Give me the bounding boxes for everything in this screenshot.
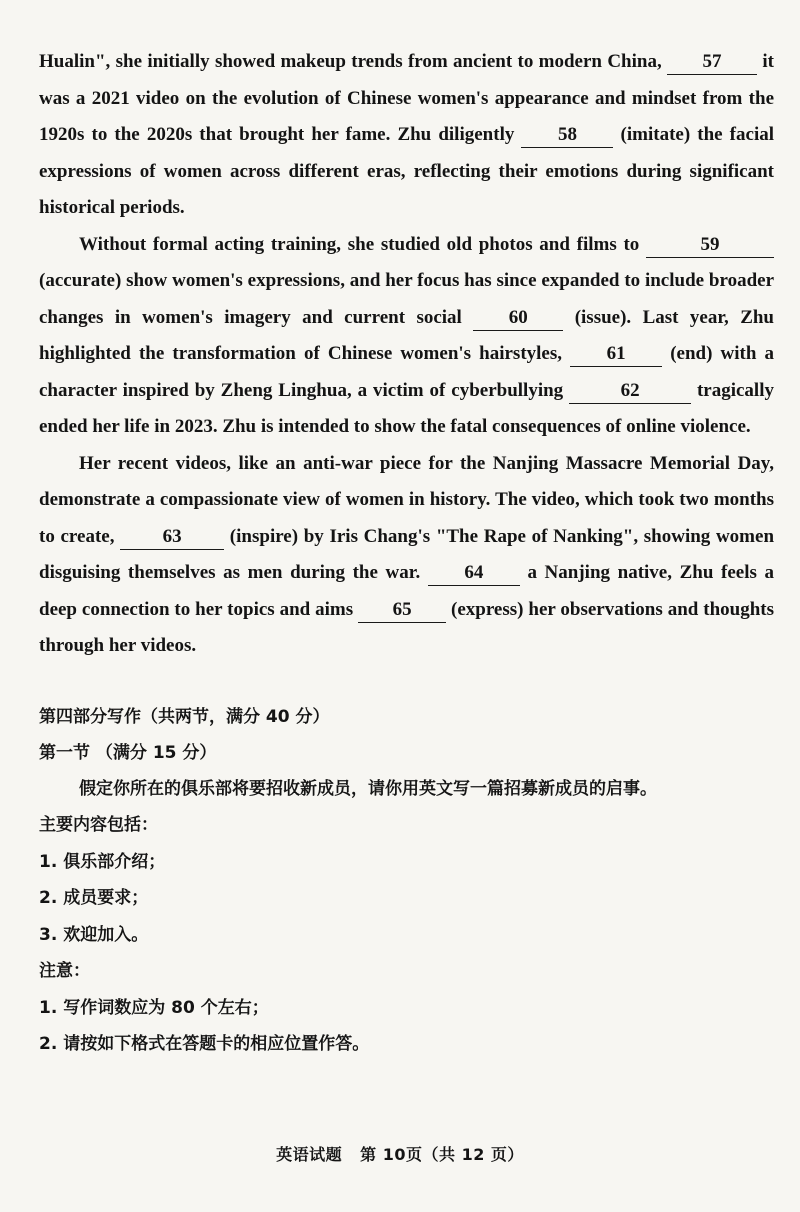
- answer-blank-63: 63: [120, 525, 224, 550]
- text-span: it was a 2021 video on the evolution of Chinese women's appearance and mindset from the 1920s to the 2020s that brought her fame. Zhu diligently: [39, 51, 774, 145]
- content-point: 3. 欢迎加入。: [39, 924, 149, 945]
- content-point: 1. 俱乐部介绍；: [39, 851, 166, 872]
- text-span: (inspire) by Iris Chang's "The Rape of Nanking", showing women disguising themselves as men during the war.: [39, 525, 775, 583]
- passage-paragraph-1: [39, 44, 774, 227]
- text-span: tragically ended her life in 2023. Zhu is intended to show the fatal consequences of online violence.: [39, 379, 774, 437]
- text-span: Her recent videos, like an anti-war piece for the Nanjing Massacre Memorial Day, demonstrate a compassionate view of women in history. The video, which took two months to create,: [39, 452, 774, 547]
- notes-label: 注意：: [39, 961, 90, 981]
- page-footer: [0, 1142, 800, 1165]
- passage-paragraph-3: [39, 446, 774, 665]
- answer-blank-60: 60: [473, 306, 563, 331]
- answer-blank-57: 57: [667, 50, 757, 75]
- text-span: (end) with a character inspired by Zheng Linghua, a victim of cyberbullying: [39, 343, 774, 401]
- answer-blank-65: 65: [358, 598, 446, 623]
- writing-section: [39, 699, 774, 1063]
- answer-blank-58: 58: [521, 123, 613, 148]
- content-label: 主要内容包括：: [39, 815, 158, 835]
- text-span: (express) her observations and thoughts through her videos.: [39, 598, 774, 656]
- note-item: 2. 请按如下格式在答题卡的相应位置作答。: [39, 1034, 370, 1054]
- text-span: (accurate) show women's expressions, and her focus has since expanded to include broader changes in women's imagery and current social: [39, 270, 774, 328]
- content-point: 2. 成员要求；: [39, 888, 149, 908]
- part-title: 第四部分写作（共两节，满分 40 分）: [39, 706, 330, 727]
- text-span: (issue). Last year, Zhu highlighted the transformation of Chinese women's hairstyles,: [39, 306, 774, 364]
- text-span: (imitate) the facial expressions of women across different eras, reflecting their emotions during significant historical periods.: [39, 124, 774, 218]
- answer-blank-61: 61: [570, 342, 662, 367]
- answer-blank-59: 59: [646, 233, 774, 258]
- footer-subject: 英语试题: [276, 1145, 343, 1164]
- note-item: 1. 写作词数应为 80 个左右；: [39, 997, 269, 1018]
- text-span: Hualin", she initially showed makeup trends from ancient to modern China,: [39, 51, 668, 72]
- answer-blank-62: 62: [569, 379, 691, 404]
- section-title: 第一节 （满分 15 分）: [39, 742, 217, 763]
- footer-page-number: 第 10页（共 12 页）: [360, 1145, 524, 1164]
- text-span: a Nanjing native, Zhu feels a deep connection to her topics and aims: [39, 562, 774, 620]
- text-span: Without formal acting training, she studied old photos and films to: [79, 233, 646, 255]
- writing-prompt: 假定你所在的俱乐部将要招收新成员，请你用英文写一篇招募新成员的启事。: [79, 778, 657, 799]
- answer-blank-64: 64: [428, 561, 520, 586]
- passage-paragraph-2: [39, 227, 774, 446]
